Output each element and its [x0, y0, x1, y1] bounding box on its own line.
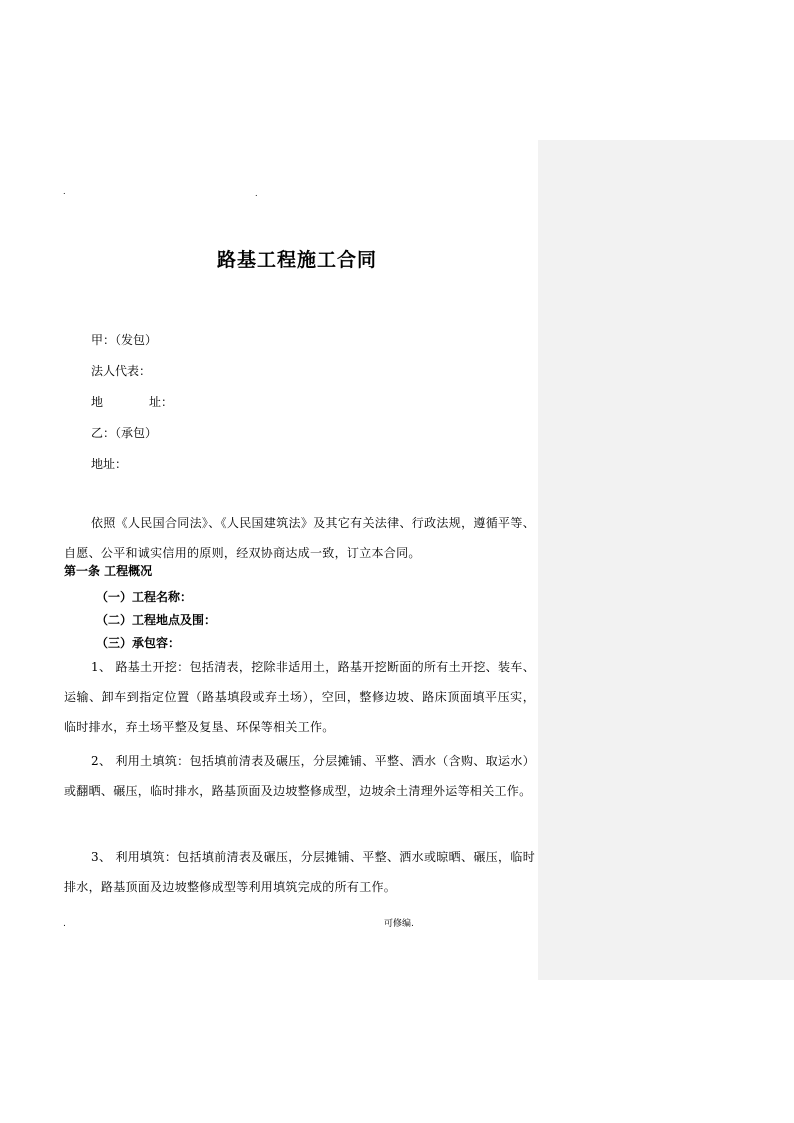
footer-editable-note: 可修编. — [384, 919, 414, 929]
item-contract-scope: （三）承包容： — [96, 636, 181, 650]
address-a-field — [91, 393, 173, 411]
address-a-label-left: 地 — [91, 395, 104, 409]
footer-mark: . — [63, 919, 66, 929]
scope-paragraph-1: 1、 路基土开挖：包括清表，挖除非适用土，路基开挖断面的所有土开挖、装车、运输、卸车到指定位置（路基填段或弃土场），空回，整修边坡、路床顶面填平压实，临时排水，弃土场平整及复垦、环保等相关工作。 — [64, 660, 535, 734]
document-title: 路基工程施工合同 — [216, 249, 377, 271]
item-project-location: （二）工程地点及围： — [96, 613, 217, 627]
address-a-label-right: 址： — [149, 395, 174, 409]
address-b-field: 地址： — [91, 457, 128, 471]
legal-rep-field: 法人代表： — [91, 364, 152, 378]
scope-paragraph-3: 3、 利用填筑：包括填前清表及碾压，分层摊铺、平整、洒水或晾晒、碾压，临时排水，路基顶面及边坡整修成型等利用填筑完成的所有工作。 — [64, 850, 535, 894]
scope-paragraph-2: 2、 利用土填筑：包括填前清表及碾压，分层摊铺、平整、洒水（含购、取运水）或翻晒、碾压，临时排水，路基顶面及边坡整修成型，边坡余土清理外运等相关工作。 — [64, 754, 535, 798]
party-a-field: 甲：（发包） — [91, 333, 158, 347]
header-mark-right: . — [255, 189, 258, 198]
party-b-field: 乙：（承包） — [91, 426, 158, 440]
item-project-name: （一）工程名称： — [96, 590, 193, 604]
header-mark-left: . — [63, 187, 66, 196]
article-1-heading: 第一条 工程概况 — [64, 564, 153, 578]
intro-paragraph: 依照《人民国合同法》、《人民国建筑法》及其它有关法律、行政法规，遵循平等、自愿、公平和诚实信用的原则，经双协商达成一致，订立本合同。 — [64, 516, 535, 560]
